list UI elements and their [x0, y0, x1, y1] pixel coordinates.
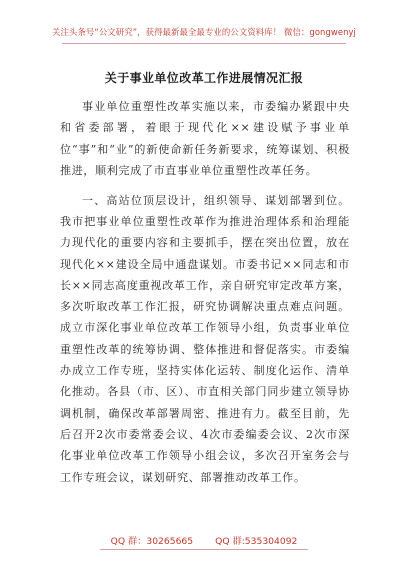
footer-qq-group-right: QQ 群:535304092: [215, 536, 298, 547]
footer-contact: [0, 533, 408, 547]
paragraph-intro: 事业单位重塑性改革实施以来，市委编办紧跟中央和省委部署，着眼于现代化××建设赋予事业单位“事”和“业”的新使命新任务新要求，统筹谋划、积极推进，顺利完成了市直事业单位重塑性改革任务。: [60, 100, 350, 177]
paragraph-section-one: 一、高站位顶层设计，组织领导、谋划部署到位。我市把事业单位重塑性改革作为推进治理体系和治理能力现代化的重要内容和主要抓手，摆在突出位置，放在现代化××建设全局中通盘谋划。市委书记××同志和市长××同志高度重视改革工作，亲自研究审定改革方案，多次听取改革工作汇报，研究协调解决重点难点问题。成立市深化事业单位改革工作领导小组，负责事业单位重塑性改革的统筹协调、整体推进和督促落实。市委编办成立工作专班，坚持实体化运转、制度化运作、清单化推动。各县（市、区）、市直相关部门同步建立领导协调机制，确保改革部署周密、推进有力。截至目前，先后召开2次市委常委会议、4次市委编委会议、2次市深化事业单位改革工作领导小组会议，多次召开室务会与工作专班会议，谋划研究、部署推动改革工作。: [60, 193, 350, 484]
header-divider: [62, 43, 346, 44]
footer-divider: [100, 549, 308, 550]
footer-qq-group-left: QQ 群：30265665: [110, 536, 194, 547]
document-body: [60, 96, 350, 496]
document-title: 关于事业单位改革工作进展情况汇报: [104, 71, 304, 85]
header-banner: 关注头条号“公文研究”，获得最新最全最专业的公文资料库！ 微信：gongwenyj: [52, 27, 356, 37]
